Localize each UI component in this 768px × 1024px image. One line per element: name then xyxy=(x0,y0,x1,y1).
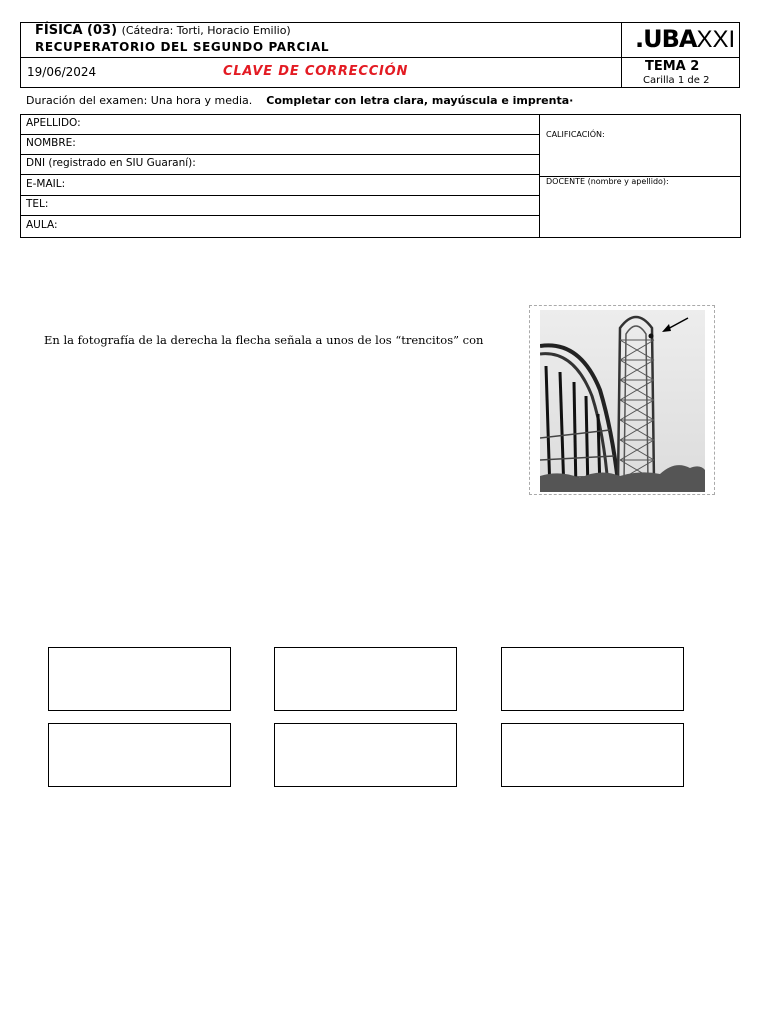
answer-box-4[interactable] xyxy=(48,723,231,787)
roller-coaster-photo xyxy=(540,310,705,492)
header-divider xyxy=(21,57,621,58)
calificacion-label: CALIFICACIÓN: xyxy=(546,130,605,139)
exam-title: RECUPERATORIO DEL SEGUNDO PARCIAL xyxy=(35,40,330,54)
form-row-nombre[interactable]: NOMBRE: xyxy=(21,135,539,155)
logo-suffix: XXI xyxy=(696,26,736,53)
answer-box-6[interactable] xyxy=(501,723,684,787)
form-row-email[interactable]: E-MAIL: xyxy=(21,176,539,196)
write-clearly-text: Completar con letra clara, mayúscula e imprenta· xyxy=(266,94,574,107)
logo-main: .UBA xyxy=(635,25,697,53)
student-info-form xyxy=(20,114,741,238)
answer-box-3[interactable] xyxy=(501,647,684,711)
roller-coaster-photo-frame xyxy=(529,305,715,495)
uba-xxi-logo xyxy=(635,25,735,54)
docente-label: DOCENTE (nombre y apellido): xyxy=(546,177,669,186)
course-title xyxy=(35,23,291,38)
answer-box-1[interactable] xyxy=(48,647,231,711)
header-divider xyxy=(621,23,622,87)
form-row-apellido[interactable]: APELLIDO: xyxy=(21,115,539,135)
form-row-aula[interactable]: AULA: xyxy=(26,219,58,231)
exam-date: 19/06/2024 xyxy=(27,65,97,79)
form-row-dni[interactable]: DNI (registrado en SIU Guaraní): xyxy=(21,155,539,175)
header-divider xyxy=(621,57,739,58)
question-text: En la fotografía de la derecha la flecha señala a unos de los “trencitos” con xyxy=(44,333,484,347)
catedra: (Cátedra: Torti, Horacio Emilio) xyxy=(121,24,291,37)
clave-correccion: CLAVE DE CORRECCIÓN xyxy=(223,64,409,79)
exam-header xyxy=(20,22,740,88)
answer-box-5[interactable] xyxy=(274,723,457,787)
tema-label: TEMA 2 xyxy=(645,59,700,74)
carilla-label: Carilla 1 de 2 xyxy=(643,75,710,86)
answer-box-2[interactable] xyxy=(274,647,457,711)
instructions xyxy=(26,94,573,107)
duration-text: Duración del examen: Una hora y media. xyxy=(26,94,253,107)
course-name: FÍSICA (03) xyxy=(35,23,118,38)
form-row-tel[interactable]: TEL: xyxy=(21,196,539,216)
